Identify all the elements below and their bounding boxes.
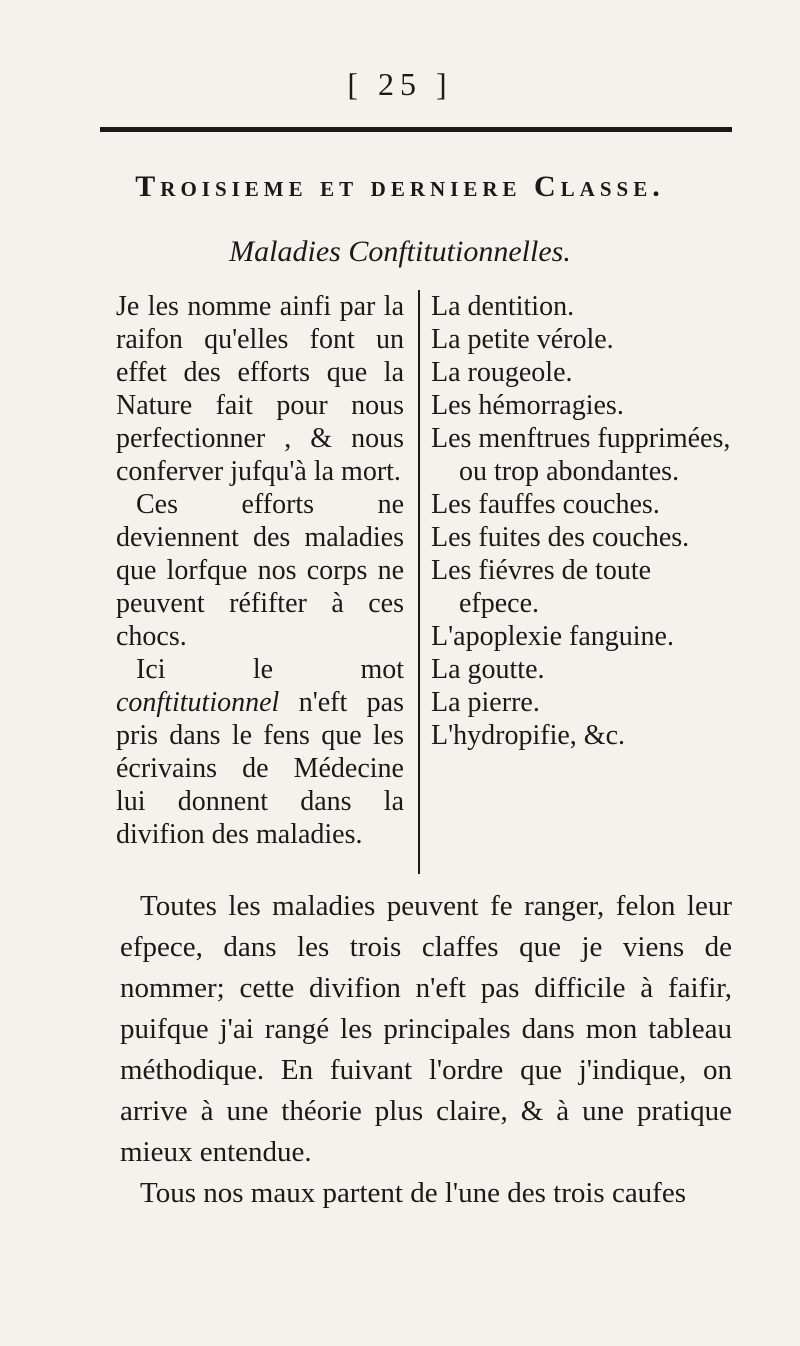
body-paragraph-1: Toutes les maladies peuvent fe ranger, felon leur efpece, dans les trois claffes que je viens de nommer; cette divifion n'eft pas difficile à faifir, puifque j'ai rangé les principales dans mon tableau méthodique. En fuivant l'ordre que j'indique, on arrive à une théorie plus claire, & à une pratique mieux entendue.: [120, 890, 732, 1168]
left-paragraph-1: Je les nomme ainfi par la raifon qu'elles font un effet des efforts que la Nature fait pour nous perfectionner , & nous conferver jufqu'à la mort.: [116, 291, 404, 487]
disease-item: Les fauffes couches.: [431, 489, 660, 520]
left-paragraph-3-rest: n'eft pas pris dans le fens que les écrivains de Médecine lui donnent dans la divifion des maladies.: [116, 687, 404, 850]
column-divider: [418, 290, 420, 874]
term-constitutionnel: conftitutionnel: [116, 687, 280, 718]
disease-item: La goutte.: [431, 654, 545, 685]
disease-item: Les menftrues fupprimées, ou trop abondantes.: [431, 423, 731, 487]
disease-item: La pierre.: [431, 687, 540, 718]
left-paragraph-2: Ces efforts ne deviennent des maladies que lorfque nos corps ne peuvent réfifter à ces chocs.: [116, 489, 404, 652]
left-paragraph-3: [116, 653, 404, 851]
disease-item: Les fiévres de toute efpece.: [431, 555, 652, 619]
left-column: [116, 290, 404, 851]
left-paragraph-3-lead: Ici le mot: [136, 654, 404, 685]
header-rule: [100, 127, 732, 132]
class-heading: Troisieme et derniere Classe.: [135, 170, 665, 203]
disease-item: La petite vérole.: [431, 324, 614, 355]
class-subheading: Maladies Conftitutionnelles.: [229, 235, 571, 268]
disease-item: L'hydropifie, &c.: [431, 720, 625, 751]
disease-item: L'apoplexie fanguine.: [431, 621, 674, 652]
disease-item: La rougeole.: [431, 357, 573, 388]
disease-item: Les fuites des couches.: [431, 522, 690, 553]
body-text: [120, 886, 732, 1214]
page-number: [ 25 ]: [347, 66, 453, 102]
disease-item: Les hémorragies.: [431, 390, 624, 421]
disease-item: La dentition.: [431, 291, 575, 322]
body-paragraph-2: Tous nos maux partent de l'une des trois caufes: [140, 1177, 687, 1209]
disease-list: [431, 290, 731, 752]
